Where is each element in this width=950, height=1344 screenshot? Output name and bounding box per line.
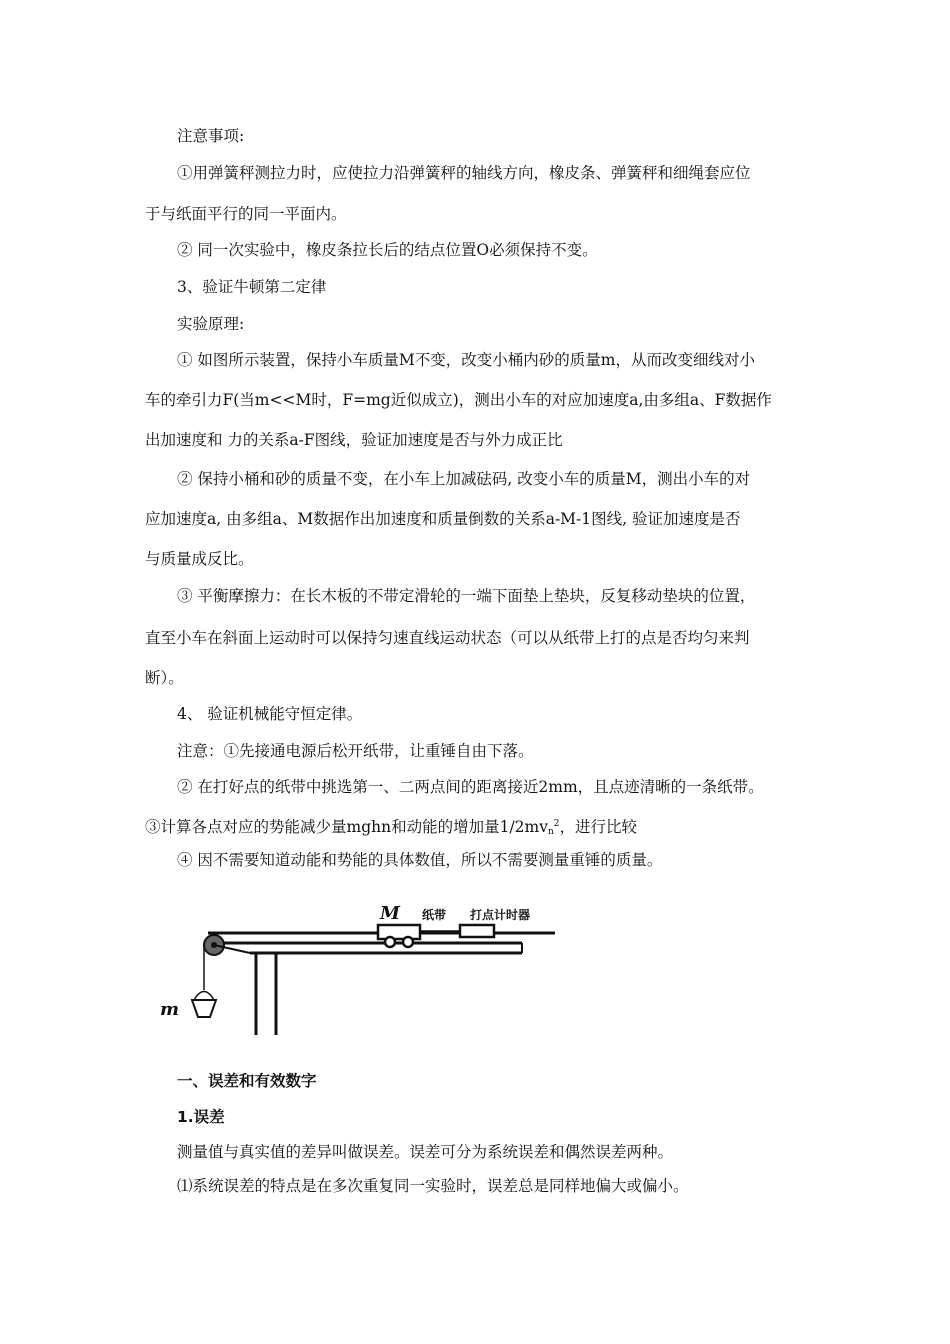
note-item-2: ② 同一次实验中，橡皮条拉长后的结点位置O必须保持不变。 (177, 241, 598, 259)
label-m: m (160, 999, 180, 1020)
energy-note-3-tail: ，进行比较 (559, 818, 638, 836)
cart-wheel-left (385, 937, 395, 947)
cart-body (378, 925, 420, 939)
principle-3-line-1: ③ 平衡摩擦力：在长木板的不带定滑轮的一端下面垫上垫块，反复移动垫块的位置， (177, 587, 756, 605)
principle-2-line-1: ② 保持小桶和砂的质量不变，在小车上加减砝码, 改变小车的质量M，测出小车的对 (177, 470, 751, 488)
note-heading: 注意事项: (177, 127, 245, 145)
energy-note-4: ④ 因不需要知道动能和势能的具体数值，所以不需要测量重锤的质量。 (177, 851, 663, 869)
errors-heading: 一、误差和有效数字 (177, 1072, 317, 1090)
cart-wheel-right (403, 937, 413, 947)
principle-1-line-1: ① 如图所示装置，保持小车质量M不变，改变小桶内砂的质量m，从而改变细线对小 (177, 351, 755, 369)
principle-3-line-3: 断）。 (145, 669, 184, 687)
principle-2-line-3: 与质量成反比。 (145, 550, 254, 568)
principle-1-line-3: 出加速度和 力的关系a-F图线，验证加速度是否与外力成正比 (145, 431, 563, 449)
principle-3-line-2: 直至小车在斜面上运动时可以保持匀速直线运动状态（可以从纸带上打的点是否均匀来判 (145, 629, 750, 647)
energy-note-3-superscript: 2 (553, 819, 560, 829)
note-item-1-line-2: 于与纸面平行的同一平面内。 (145, 205, 347, 223)
label-M: M (380, 903, 400, 924)
principle-1-line-2: 车的牵引力F(当m<<M时，F=mg近似成立)，测出小车的对应加速度a,由多组a、F数据作 (145, 391, 772, 409)
label-timer: 打点计时器 (470, 908, 531, 922)
error-subheading: 1.误差 (177, 1108, 225, 1126)
apparatus-figure (150, 895, 570, 1045)
section-3-heading: 3、验证牛顿第二定律 (177, 278, 327, 296)
energy-note-3-text: ③计算各点对应的势能减少量mghn和动能的增加量1/2mv (145, 818, 548, 836)
error-definition: 测量值与真实值的差异叫做误差。误差可分为系统误差和偶然误差两种。 (177, 1143, 674, 1161)
energy-note-3 (145, 814, 637, 842)
note-item-1-line-1: ①用弹簧秤测拉力时，应使拉力沿弹簧秤的轴线方向，橡皮条、弹簧秤和细绳套应位 (177, 164, 751, 182)
energy-note-3-subscript: n (548, 827, 554, 837)
systematic-error: ⑴系统误差的特点是在多次重复同一实验时，误差总是同样地偏大或偏小。 (177, 1177, 689, 1195)
bucket (192, 1000, 216, 1017)
energy-note-2: ② 在打好点的纸带中挑选第一、二两点间的距离接近2mm，且点迹清晰的一条纸带。 (177, 778, 764, 796)
principle-heading: 实验原理: (177, 315, 245, 333)
label-paper-tape: 纸带 (422, 908, 447, 922)
energy-note-1: 注意：①先接通电源后松开纸带，让重锤自由下落。 (177, 742, 534, 760)
timer-box (460, 925, 494, 937)
bucket-handle (194, 992, 214, 1001)
section-4-heading: 4、 验证机械能守恒定律。 (177, 705, 363, 723)
principle-2-line-2: 应加速度a, 由多组a、M数据作出加速度和质量倒数的关系a-M-1图线, 验证加速度是否 (145, 510, 741, 528)
